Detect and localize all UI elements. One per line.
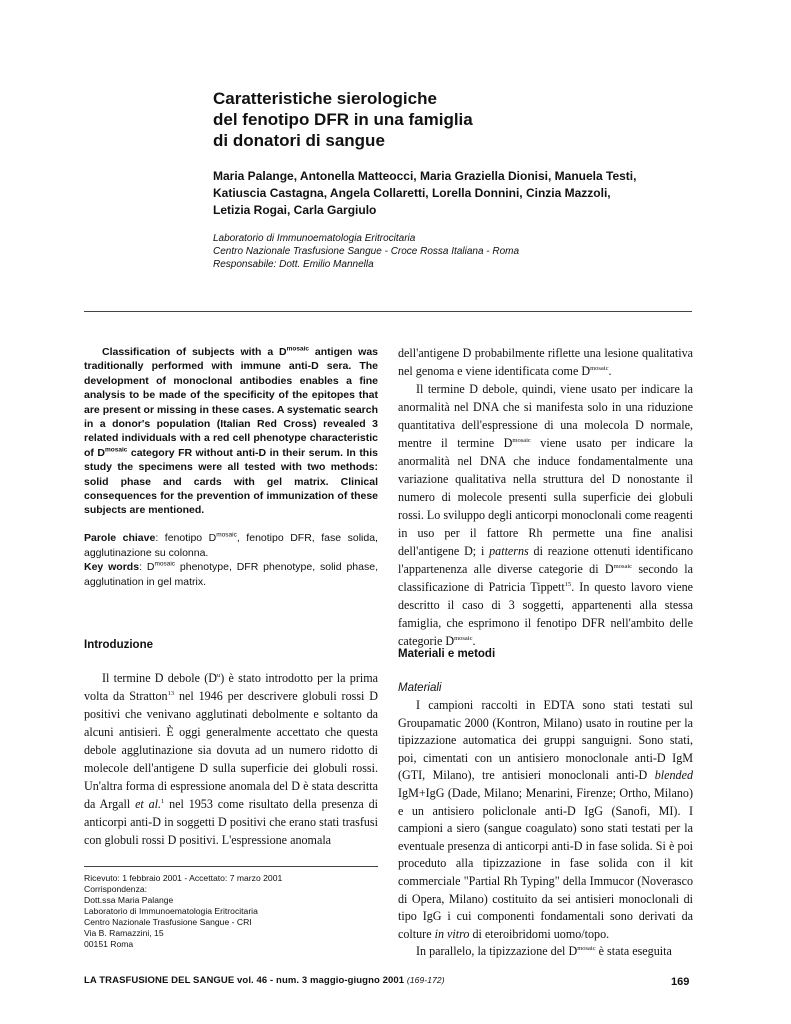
affiliation	[213, 232, 693, 271]
header-divider	[84, 311, 692, 312]
superscript: mosaic	[577, 945, 596, 953]
body-text: è stata eseguita	[595, 944, 672, 959]
correspondence-center: Centro Nazionale Trasfusione Sangue - CRI	[84, 917, 252, 927]
title-line-3: di donatori di sangue	[213, 131, 385, 150]
body-text: dell'antigene D probabilmente riflette una lesione qualitativa nel genoma e viene identificata come D	[398, 346, 693, 378]
received-accepted: Ricevuto: 1 febbraio 2001 - Accettato: 7 marzo 2001	[84, 873, 283, 883]
keywords-it-label: Parole chiave	[84, 532, 156, 544]
correspondence-footnote	[84, 873, 378, 950]
authors-line-3: Letizia Rogai, Carla Gargiulo	[213, 203, 377, 217]
intro-text: Il termine D debole (D	[102, 671, 217, 685]
section-heading-introduzione: Introduzione	[84, 639, 153, 651]
body-italic: blended	[654, 768, 693, 783]
paragraph	[398, 380, 693, 650]
body-text: di eteroibridomi uomo/topo.	[469, 926, 610, 941]
intro-text: nel 1953 come risultato della presenza di anticorpi anti-D in soggetti D positivi che erano stati trasfusi con globuli rossi D positivi. L'espressione anomala	[84, 797, 378, 847]
keywords-block	[84, 531, 378, 589]
intro-paragraph	[84, 669, 378, 849]
body-text: . In questo lavoro viene descritto il caso di 3 soggetti, appartenenti alla stessa famiglia, che esprimono il fenotipo DFR nell'ambito delle categorie D	[398, 580, 693, 648]
section-heading-materiali-metodi: Materiali e metodi	[398, 648, 496, 660]
paragraph	[398, 697, 693, 943]
body-text: .	[472, 634, 476, 648]
correspondence-lab: Laboratorio di Immunoematologia Eritrocitaria	[84, 906, 258, 916]
footnote-divider	[84, 866, 378, 867]
superscript: mosaic	[104, 446, 128, 454]
body-text: secondo la classificazione di Patricia Tippett	[398, 562, 693, 594]
superscript: mosaic	[590, 364, 609, 372]
superscript: mosaic	[613, 562, 633, 570]
intro-text: ) è stato introdotto per la prima volta da Stratton	[84, 671, 378, 703]
authors-line-2: Katiuscia Castagna, Angela Collaretti, Lorella Donnini, Cinzia Mazzoli,	[213, 186, 611, 200]
page-number: 169	[671, 976, 690, 988]
citation-ref: 1	[161, 797, 165, 805]
superscript: u	[217, 671, 221, 679]
article-title	[213, 88, 633, 151]
keywords-english	[84, 560, 378, 589]
abstract-text-3: category FR without anti-D in their serum. In this study the specimens were all tested with two methods: solid phase and cards with gel matrix. Clinical consequences for the prevention of immunization of these subjects are mentioned.	[84, 446, 378, 517]
body-italic: in vitro	[434, 926, 470, 941]
keywords-it-text: : fenotipo D	[155, 532, 217, 544]
affiliation-line-3: Responsabile: Dott. Emilio Mannella	[213, 259, 374, 270]
citation-ref: 15	[564, 580, 572, 588]
materials-text	[398, 697, 693, 961]
abstract-text-2: antigen was traditionally performed with immune anti-D sera. The development of monoclonal antibodies enables a fine analysis to be made of the specificity of the epitopes that are present or missing in these cases. A systematic search in a donor's population (Italian Red Cross) revealed 3 related individuals with a red cell phenotype characteristic of D	[84, 346, 378, 459]
body-text: Il termine D debole, quindi, viene usato per indicare la anormalità nel DNA che si manifesta solo in una riduzione quantitativa dell'espressione di una molecola D normale, mentre il termine D	[398, 382, 693, 450]
keywords-italian	[84, 531, 378, 560]
abstract-text-1: Classification of subjects with a D	[102, 346, 287, 358]
journal-citation: LA TRASFUSIONE DEL SANGUE vol. 46 - num. 3 maggio-giugno 2001	[84, 975, 405, 986]
affiliation-line-2: Centro Nazionale Trasfusione Sangue - Croce Rossa Italiana - Roma	[213, 246, 520, 257]
keywords-en-text: phenotype, DFR phenotype, solid phase, agglutination in gel matrix.	[84, 561, 378, 588]
body-text: In parallelo, la tipizzazione del D	[416, 944, 578, 959]
keywords-en-label: Key words	[84, 561, 140, 574]
paragraph	[398, 943, 693, 961]
superscript: mosaic	[216, 531, 237, 539]
body-text: di reazione ottenuti identificano l'appartenenza alle diverse categorie di D	[398, 544, 693, 576]
correspondence-label: Corrispondenza:	[84, 884, 148, 894]
correspondence-name: Dott.ssa Maria Palange	[84, 895, 174, 905]
superscript: mosaic	[286, 345, 310, 353]
citation-ref: 13	[167, 689, 175, 697]
abstract	[84, 345, 378, 518]
intro-text: nel 1946 per descrivere globuli rossi D positivi che venivano agglutinati debolmente e soltanto da alcuni antisieri. È oggi generalmente accettato che questa debole agglutinazione sia dovuta ad un numero ridotto di molecole dell'antigene D sulla superficie dei globuli rossi. Un'altra forma di espressione anomala del D è stata descritta da Argall	[84, 689, 378, 811]
body-text: viene usato per indicare la anormalità nel DNA che induce fondamentalmente una variazione qualitativa nella struttura del D nonostante il numero di molecole presenti sulla superficie dei globuli rossi. Lo sviluppo degli anticorpi monoclonali come reagenti in uso per il fattore Rh permette una fine analisi dell'antigene D; i	[398, 436, 693, 558]
keywords-it-text: , fenotipo DFR, fase solida, agglutinazione su colonna.	[84, 532, 378, 559]
superscript: mosaic	[512, 436, 531, 444]
title-line-2: del fenotipo DFR in una famiglia	[213, 110, 473, 129]
authors-line-1: Maria Palange, Antonella Matteocci, Maria Graziella Dionisi, Manuela Testi,	[213, 169, 637, 183]
superscript: mosaic	[454, 634, 473, 642]
keywords-en-text: : D	[139, 561, 155, 574]
body-text: I campioni raccolti in EDTA sono stati testati sul Groupamatic 2000 (Kontron, Milano) usato in routine per la tipizzazione automatica dei gruppi sanguigni. Sono stati, poi, cimentati con un antisiero monoclonale anti-D IgM (GTI, Milano), tre antisieri monoclonali anti-D	[398, 698, 693, 783]
superscript: mosaic	[154, 560, 176, 568]
affiliation-line-1: Laboratorio di Immunoematologia Eritrocitaria	[213, 233, 416, 244]
body-text: .	[608, 364, 612, 378]
title-line-1: Caratteristiche sierologiche	[213, 89, 437, 108]
correspondence-city: 00151 Roma	[84, 939, 134, 949]
author-list	[213, 168, 693, 219]
journal-footer	[84, 975, 445, 986]
subsection-heading-materiali: Materiali	[398, 682, 442, 694]
correspondence-street: Via B. Ramazzini, 15	[84, 928, 164, 938]
body-italic: patterns	[489, 544, 529, 558]
paragraph	[398, 344, 693, 380]
intro-italic: et al.	[135, 797, 162, 811]
right-column-text	[398, 344, 693, 650]
body-text: IgM+IgG (Dade, Milano; Menarini, Firenze; Ortho, Milano) e un antisiero policlonale anti-D IgG (Sanofi, MI). I campioni a siero (sangue coagulato) sono stati testati per la eventuale presenza di anticorpi anti-D in fase solida. Si è poi proceduto alla tipizzazione in fase solida con il kit commerciale "Partial Rh Typing" della Immucor (Noverasco di Opera, Milano) costituito da sei antisieri monoclonali di tipo IgG i cui componenti fondamentali sono derivati da colture	[398, 785, 693, 941]
page-range: (169-172)	[406, 975, 445, 985]
